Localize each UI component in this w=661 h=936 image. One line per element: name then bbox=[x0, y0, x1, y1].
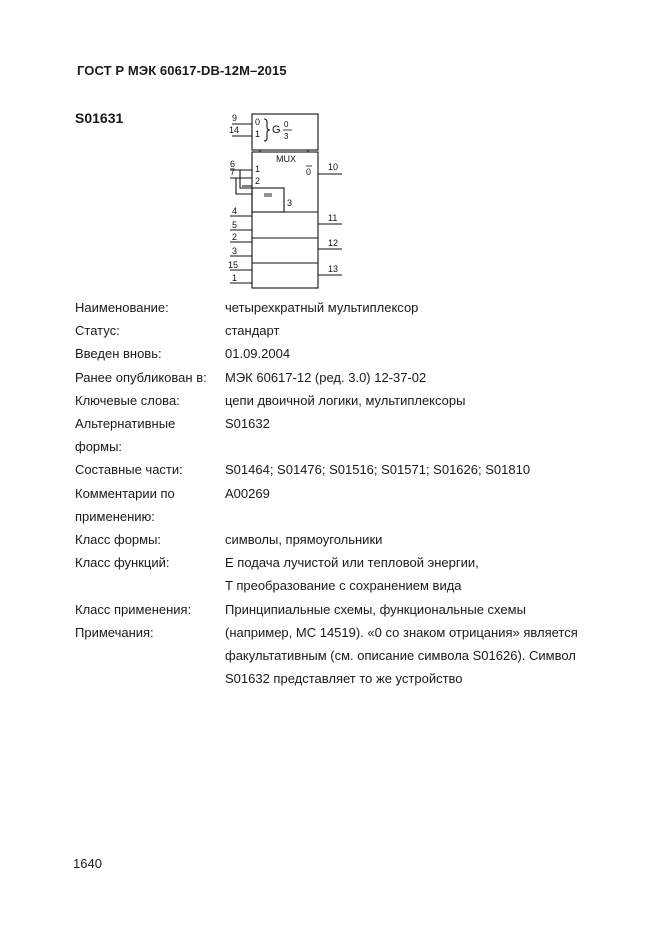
property-value-line: четырехкратный мультиплексор bbox=[225, 300, 419, 315]
property-value-line: S01464; S01476; S01516; S01571; S01626; S01810 bbox=[225, 462, 531, 478]
section2-input-a: 15 bbox=[228, 260, 239, 270]
property-value bbox=[225, 342, 615, 365]
mux-symbol-diagram bbox=[220, 108, 350, 290]
mux-output-pin: 10 bbox=[328, 162, 339, 172]
control-fraction-top: 0 bbox=[284, 120, 289, 129]
property-value-line: факультативным (см. описание символа S01626). Символ bbox=[225, 648, 576, 664]
mux-inner-input-1: 1 bbox=[255, 164, 261, 174]
property-row bbox=[75, 342, 615, 365]
property-value-line: T преобразование с сохранением вида bbox=[225, 578, 462, 594]
mux-inner-input-2: 2 bbox=[255, 176, 261, 186]
section0-output: 11 bbox=[328, 213, 338, 223]
property-value-line: S01632 представляет то же устройство bbox=[225, 671, 463, 687]
property-row bbox=[75, 366, 615, 389]
property-value bbox=[225, 319, 615, 342]
property-value bbox=[225, 296, 615, 319]
property-label: Ключевые слова: bbox=[75, 392, 180, 408]
property-label: Альтернативные формы: bbox=[75, 416, 176, 455]
property-row bbox=[75, 319, 615, 342]
property-label: Введен вновь: bbox=[75, 346, 162, 362]
control-fraction-bottom: 3 bbox=[284, 132, 289, 141]
section0-input-a: 4 bbox=[232, 206, 238, 216]
property-value-line: S01632 bbox=[225, 416, 270, 432]
control-input-1: 1 bbox=[255, 129, 261, 139]
property-value bbox=[225, 528, 615, 551]
property-value-line: цепи двоичной логики, мультиплексоры bbox=[225, 392, 466, 408]
route-6 bbox=[240, 170, 252, 188]
mux-pin-7: 7 bbox=[230, 167, 236, 177]
property-value-line: стандарт bbox=[225, 323, 280, 339]
enable-block bbox=[252, 188, 284, 212]
property-value-line: E подача лучистой или тепловой энергии, bbox=[225, 555, 479, 571]
property-row bbox=[75, 528, 615, 551]
property-value-line: Принципиальные схемы, функциональные схемы bbox=[225, 601, 526, 617]
property-value-line: 01.09.2004 bbox=[225, 346, 291, 362]
property-label: Класс формы: bbox=[75, 532, 162, 548]
property-label: Статус: bbox=[75, 323, 120, 339]
section2-output: 13 bbox=[328, 264, 339, 274]
property-value bbox=[225, 482, 615, 528]
property-label: Ранее опубликован в: bbox=[75, 369, 207, 385]
page-number: 1640 bbox=[73, 856, 102, 871]
property-row bbox=[75, 389, 615, 412]
section0-input-b: 5 bbox=[232, 220, 238, 230]
property-value bbox=[225, 598, 615, 621]
control-input-0: 0 bbox=[255, 117, 261, 127]
property-row bbox=[75, 412, 615, 458]
property-label: Комментарии по применению: bbox=[75, 485, 175, 524]
section2-input-b: 1 bbox=[232, 273, 238, 283]
property-value bbox=[225, 621, 615, 691]
enable-label: 3 bbox=[287, 198, 293, 208]
property-row bbox=[75, 551, 615, 597]
control-pin-0: 9 bbox=[232, 113, 238, 123]
section1-input-b: 3 bbox=[232, 246, 238, 256]
property-row bbox=[75, 458, 615, 481]
mux-output-mark: 0 bbox=[306, 167, 312, 177]
property-value-line: A00269 bbox=[225, 485, 270, 501]
property-label: Класс применения: bbox=[75, 601, 192, 617]
symbol-code: S01631 bbox=[75, 110, 124, 126]
property-row bbox=[75, 482, 615, 528]
document-header: ГОСТ Р МЭК 60617-DB-12M–2015 bbox=[77, 63, 287, 78]
property-label: Примечания: bbox=[75, 624, 154, 640]
property-label: Наименование: bbox=[75, 300, 169, 315]
property-value-line: (например, МС 14519). «0 со знаком отрицания» является bbox=[225, 624, 578, 640]
property-label: Составные части: bbox=[75, 462, 183, 478]
section1-input-a: 2 bbox=[232, 232, 238, 242]
property-value-line: МЭК 60617-12 (ред. 3.0) 12-37-02 bbox=[225, 369, 427, 385]
property-label: Класс функций: bbox=[75, 555, 170, 571]
mux-label: MUX bbox=[276, 154, 296, 164]
control-pin-1: 14 bbox=[229, 125, 240, 135]
properties-table bbox=[75, 296, 615, 690]
section1-output: 12 bbox=[328, 238, 339, 248]
control-brace bbox=[264, 119, 270, 141]
control-brace-label: G bbox=[272, 124, 281, 136]
property-value bbox=[225, 551, 615, 597]
property-value bbox=[225, 366, 615, 389]
property-row bbox=[75, 621, 615, 691]
property-value bbox=[225, 389, 615, 412]
property-value-line: символы, прямоугольники bbox=[225, 532, 383, 548]
property-value bbox=[225, 458, 615, 481]
property-row bbox=[75, 598, 615, 621]
mux-pin-6: 6 bbox=[230, 159, 236, 169]
property-value bbox=[225, 412, 615, 458]
property-row bbox=[75, 296, 615, 319]
